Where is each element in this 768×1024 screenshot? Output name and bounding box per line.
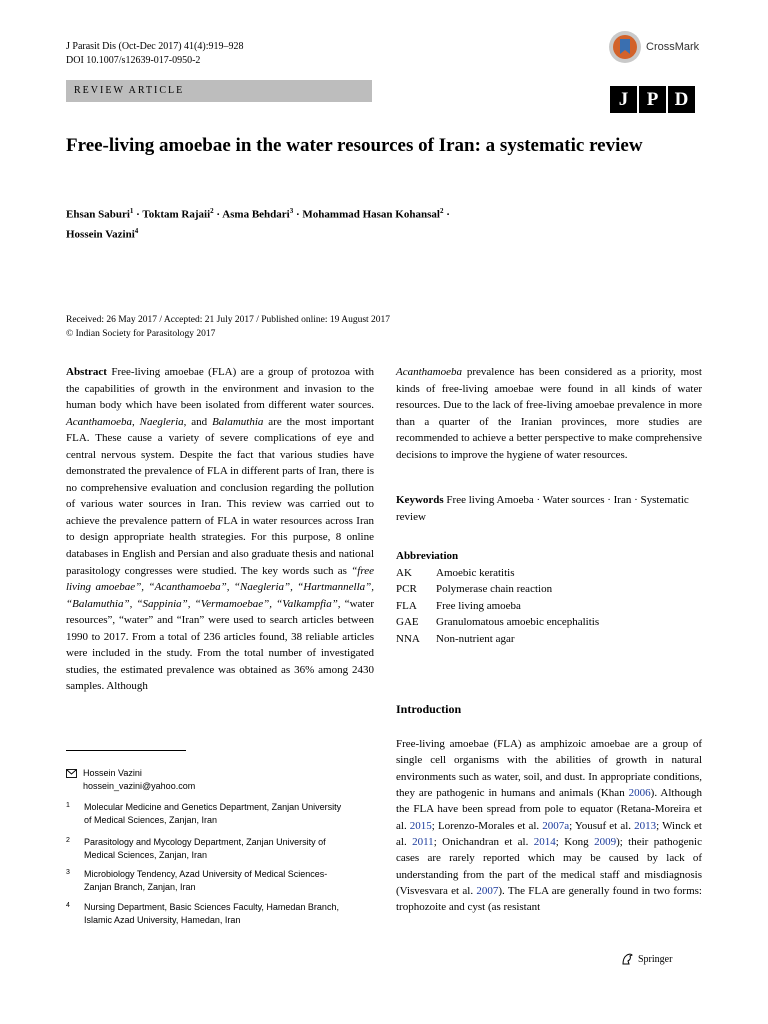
abstract-heading: Abstract: [66, 366, 107, 378]
abbreviation-heading: Abbreviation: [396, 550, 459, 562]
abstract-text: prevalence has been considered as a priority, most kinds of free-living amoebae were found in all kinds of water resources. Due to the lack of free-living amoebae prevalence in more than a quarter of the Iranian provinces, more studies are recommended to achieve a better perspective to make comprehensive decisions to improve the hygiene of water resources.: [396, 366, 702, 461]
crossmark-label: CrossMark: [646, 41, 700, 53]
keywords-heading: Keywords: [396, 494, 444, 506]
intro-text: ); their pathogenic cases are rarely reported which may be caused by lack of understanding from the part of the medical staff and misdiagnosis (Visvesvara et al.: [396, 836, 702, 898]
correspondence-email[interactable]: hossein_vazini@yahoo.com: [83, 781, 196, 791]
abbreviation-row: [396, 598, 702, 615]
abbreviation-value: Non-nutrient agar: [436, 632, 515, 645]
author-list: [66, 203, 706, 242]
journal-logo: [610, 86, 695, 113]
abstract-text: , and: [183, 415, 213, 428]
footnote-divider: [66, 750, 186, 751]
abstract-continuation: [396, 364, 702, 463]
history-dates: Received: 26 May 2017 / Accepted: 21 July 2017 / Published online: 19 August 2017: [66, 315, 391, 325]
affiliation: [66, 868, 366, 894]
affiliation-text: Microbiology Tendency, Azad University of Medical Sciences-Zanjan Branch, Zanjan, Iran: [84, 869, 328, 892]
abbreviation-key: AK: [396, 566, 412, 579]
abbreviation-value: Free living amoeba: [436, 599, 521, 612]
abstract-keywords-quoted: “free living amoebae”, “Acanthamoeba”, “Naegleria”, “Hartmannella”, “Balamuthia”, “Sappinia”, “Vermamoebae”, “Valkampfia”,: [66, 564, 374, 610]
abbreviation-key: NNA: [396, 632, 420, 645]
affiliation-number: 1: [66, 802, 70, 809]
keywords: [396, 492, 702, 525]
abbreviation-key: PCR: [396, 583, 417, 595]
journal-logo-letter: J: [610, 86, 637, 113]
abbreviation-row: [396, 614, 702, 631]
author-name[interactable]: Mohammad Hasan Kohansal: [302, 208, 440, 221]
intro-text: ; Kong: [555, 836, 595, 849]
envelope-icon: [66, 769, 77, 778]
affiliation: [66, 801, 366, 827]
intro-text: ; Onichandran et al.: [433, 836, 534, 849]
author-separator: ·: [293, 208, 303, 221]
affiliation-marker: 2: [439, 207, 444, 215]
citation-link[interactable]: 2014: [533, 836, 556, 849]
author-separator: ·: [133, 208, 143, 221]
abstract-genus: Acanthamoeba: [66, 415, 132, 428]
affiliation-number: 3: [66, 869, 70, 876]
intro-text: ). The FLA are generally found in two forms: trophozoite and cyst (as resistant: [396, 885, 702, 914]
publisher-name: Springer: [638, 953, 673, 965]
author-separator: ·: [213, 208, 223, 221]
keywords-text: Free living Amoeba · Water sources · Iran · Systematic review: [396, 494, 689, 523]
abstract: [66, 364, 374, 695]
abstract-text: “water resources”, “water” and “Iran” were used to search articles between 1990 to 2017. From a total of 236 articles found, 38 reliable articles were included in the study. From the total number of investigated studies, the estimated prevalence was obtained as 36% among 2430 samples. Although: [66, 597, 374, 693]
intro-text: ; Winck et al.: [396, 819, 702, 849]
abstract-genus: Acanthamoeba: [396, 366, 462, 378]
article-title: Free-living amoebae in the water resources of Iran: a systematic review: [66, 135, 643, 156]
citation-link[interactable]: 2007a: [542, 819, 570, 832]
abbreviation-key: GAE: [396, 616, 419, 628]
affiliation-marker: 3: [289, 207, 294, 215]
citation-link[interactable]: 2013: [634, 819, 657, 832]
abstract-text: Free-living amoebae (FLA) are a group of protozoa with the capabilities of growth in the environment and invasion to the human body which have been isolated from different water sources.: [66, 366, 374, 412]
affiliation-text: Nursing Department, Basic Sciences Faculty, Hamedan Branch, Islamic Azad University, Hamedan, Iran: [84, 902, 339, 925]
correspondence: [66, 767, 195, 793]
journal-header: [66, 40, 243, 68]
doi[interactable]: DOI 10.1007/s12639-017-0950-2: [66, 55, 201, 66]
introduction-text: [396, 736, 702, 916]
intro-text: ; Yousuf et al.: [569, 819, 635, 832]
affiliation-marker: 2: [210, 207, 214, 215]
crossmark-badge[interactable]: [608, 30, 699, 64]
affiliation-number: 4: [66, 902, 70, 909]
journal-logo-letter: P: [639, 86, 666, 113]
citation-link[interactable]: 2011: [412, 836, 434, 849]
abbreviation-value: Polymerase chain reaction: [436, 583, 553, 595]
affiliation: [66, 901, 366, 927]
abbreviation-row: [396, 631, 702, 648]
citation-link[interactable]: 2009: [594, 836, 617, 849]
intro-text: Free-living amoebae (FLA) as amphizoic amoebae are a group of single cell organisms with the abilities of growth in natural environments such as water, soil, and dust. In appropriate conditions, they are pathogenic in humans and animals (Khan: [396, 738, 702, 800]
springer-horse-icon: [620, 952, 634, 966]
abbreviation-row: [396, 581, 702, 598]
abstract-text: ,: [131, 415, 140, 428]
crossmark-icon: [608, 30, 642, 64]
abbreviation-row: [396, 565, 702, 582]
correspondence-name: Hossein Vazini: [83, 768, 142, 778]
citation-link[interactable]: 2015: [409, 819, 432, 832]
journal-reference: J Parasit Dis (Oct-Dec 2017) 41(4):919–928: [66, 41, 244, 52]
affiliation: [66, 836, 366, 862]
citation-link[interactable]: 2007: [476, 885, 499, 898]
publisher-logo: [620, 952, 672, 966]
introduction-heading: Introduction: [396, 702, 462, 716]
abbreviation-value: Amoebic keratitis: [436, 566, 515, 579]
abbreviation-list: [396, 548, 702, 647]
author-name[interactable]: Asma Behdari: [222, 208, 290, 221]
author-name[interactable]: Ehsan Saburi: [66, 208, 130, 221]
article-type-banner: REVIEW ARTICLE: [66, 80, 372, 102]
author-name[interactable]: Hossein Vazini: [66, 228, 135, 241]
affiliation-marker: 1: [129, 207, 134, 215]
intro-text: ; Lorenzo-Morales et al.: [431, 819, 543, 832]
publication-dates: [66, 313, 390, 341]
abstract-genus: Balamuthia: [212, 415, 264, 428]
citation-link[interactable]: 2006: [628, 787, 651, 800]
abbreviation-key: FLA: [396, 599, 417, 612]
copyright-line: © Indian Society for Parasitology 2017: [66, 329, 216, 339]
affiliation-text: Molecular Medicine and Genetics Department, Zanjan University of Medical Sciences, Zanjan, Iran: [84, 802, 342, 825]
affiliation-number: 2: [66, 837, 70, 844]
journal-logo-letter: D: [668, 86, 695, 113]
affiliation-text: Parasitology and Mycology Department, Zanjan University of Medical Sciences, Zanjan, Iran: [84, 837, 326, 860]
author-name[interactable]: Toktam Rajaii: [142, 208, 211, 221]
abbreviation-value: Granulomatous amoebic encephalitis: [436, 616, 600, 628]
author-separator: ·: [443, 208, 450, 221]
abstract-genus: Naegleria: [139, 415, 184, 428]
intro-text: ). Although the FLA have been spread from pole to equator (Retana-Moreira et al.: [396, 787, 702, 832]
affiliation-marker: 4: [134, 226, 139, 235]
abstract-text: are the most important FLA. These cause a variety of severe complications of eye and central nervous system. Despite the fact that various studies have demonstrated the prevalence of FLA in different parts of Iran, there is no comprehensive evaluation and conclusion regarding the pollution of various water sources in Iran. This review was carried out to achieve the prevalence pattern of FLA in water resources across Iran to design appropriate health strategies. For this purpose, 8 online databases in English and Persian and also graduate thesis and national parasitology congresses were studied. The key words such as: [66, 415, 375, 577]
